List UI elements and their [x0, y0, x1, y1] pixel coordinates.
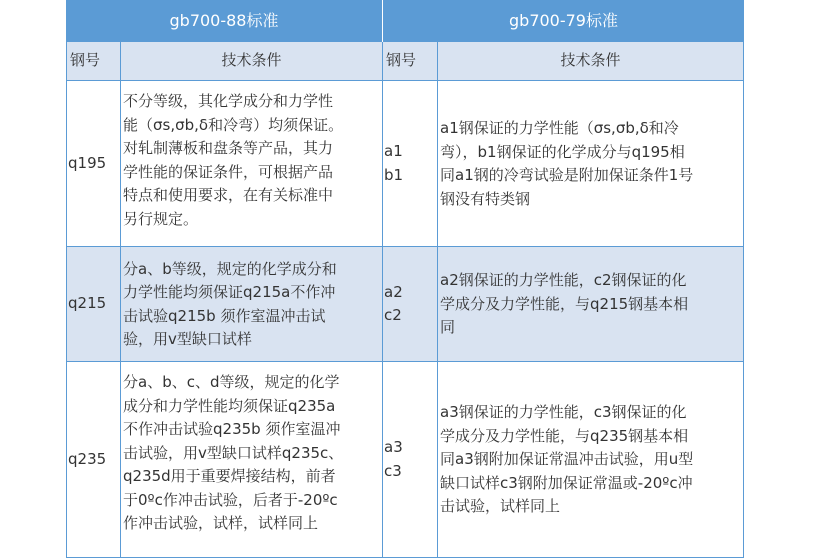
- table-row-q215-old-conditions: [438, 247, 744, 362]
- subheader-conditions-label: 技术条件: [221, 51, 282, 70]
- table-row-q195-conditions: 不分等级，其化学成分和力学性 能（σs,σb,δ和冷弯）均须保证。 对轧制薄板和盘条等产品，其力 学性能的保证条件，可根据产品 特点和使用要求，在有关标准中 另行规定。: [121, 81, 383, 247]
- table-row-q195-grade: [66, 81, 121, 247]
- header-gb700-79: [383, 0, 744, 42]
- subheader-conditions: [121, 42, 383, 81]
- table-row-q195-old-conditions: [438, 81, 744, 247]
- old-conditions-text: a2钢保证的力学性能，c2钢保证的化 学成分及力学性能，与q215钢基本相 同: [440, 271, 689, 337]
- table-row-q235-grade: [66, 362, 121, 558]
- grade-q195: q195: [68, 153, 107, 172]
- table-row-q215-conditions: [121, 247, 383, 362]
- grade-q215: q215: [68, 294, 107, 313]
- old-conditions-text: a3钢保证的力学性能，c3钢保证的化 学成分及力学性能，与q235钢基本相 同a3钢附加保证常温冲击试验，用u型 缺口试样c3钢附加保证常温或-20ºc冲 击试验，试样同上: [440, 403, 694, 516]
- old-grades-a2-c2: a2 c2: [384, 282, 403, 324]
- subheader-grade-label: 钢号: [70, 51, 101, 70]
- table-row-q235-old-grades: [383, 362, 438, 558]
- header-gb700-88-label: gb700-88标准: [169, 11, 279, 31]
- subheader-grade-old: [383, 42, 438, 81]
- table-row-q195-old-grades: [383, 81, 438, 247]
- table-row-q215-old-grades: [383, 247, 438, 362]
- subheader-grade-old-label: 钢号: [386, 51, 417, 70]
- grade-q235: q235: [68, 449, 107, 468]
- header-gb700-88: [66, 0, 383, 42]
- header-gb700-79-label: gb700-79标准: [509, 11, 618, 31]
- subheader-grade: [66, 42, 121, 81]
- old-grades-a3-c3: a3 c3: [384, 438, 403, 480]
- table-row-q235-old-conditions: [438, 362, 744, 558]
- table-row-q235-conditions: 分a、b、c、d等级，规定的化学 成分和力学性能均须保证q235a 不作冲击试验q235b 须作室温冲 击试验，用v型缺口试样q235c、 q235d用于重要焊接结构，前者 于0ºc作冲击试验，后者于-20ºc 作冲击试验，试样，试样同上: [121, 362, 383, 558]
- subheader-conditions-old-label: 技术条件: [560, 51, 621, 70]
- subheader-conditions-old: [438, 42, 744, 81]
- old-conditions-text: a1钢保证的力学性能（σs,σb,δ和冷 弯），b1钢保证的化学成分与q195相 同a1钢的冷弯试验是附加保证条件1号 钢没有特类钢: [440, 119, 694, 208]
- conditions-text: 分a、b等级，规定的化学成分和 力学性能均须保证q215a不作冲 击试验q215b 须作室温冲击试 验，用v型缺口试样: [123, 259, 337, 348]
- table-row-q215-grade: [66, 247, 121, 362]
- standards-comparison-table: [66, 0, 744, 558]
- old-grades-a1-b1: a1 b1: [384, 142, 404, 184]
